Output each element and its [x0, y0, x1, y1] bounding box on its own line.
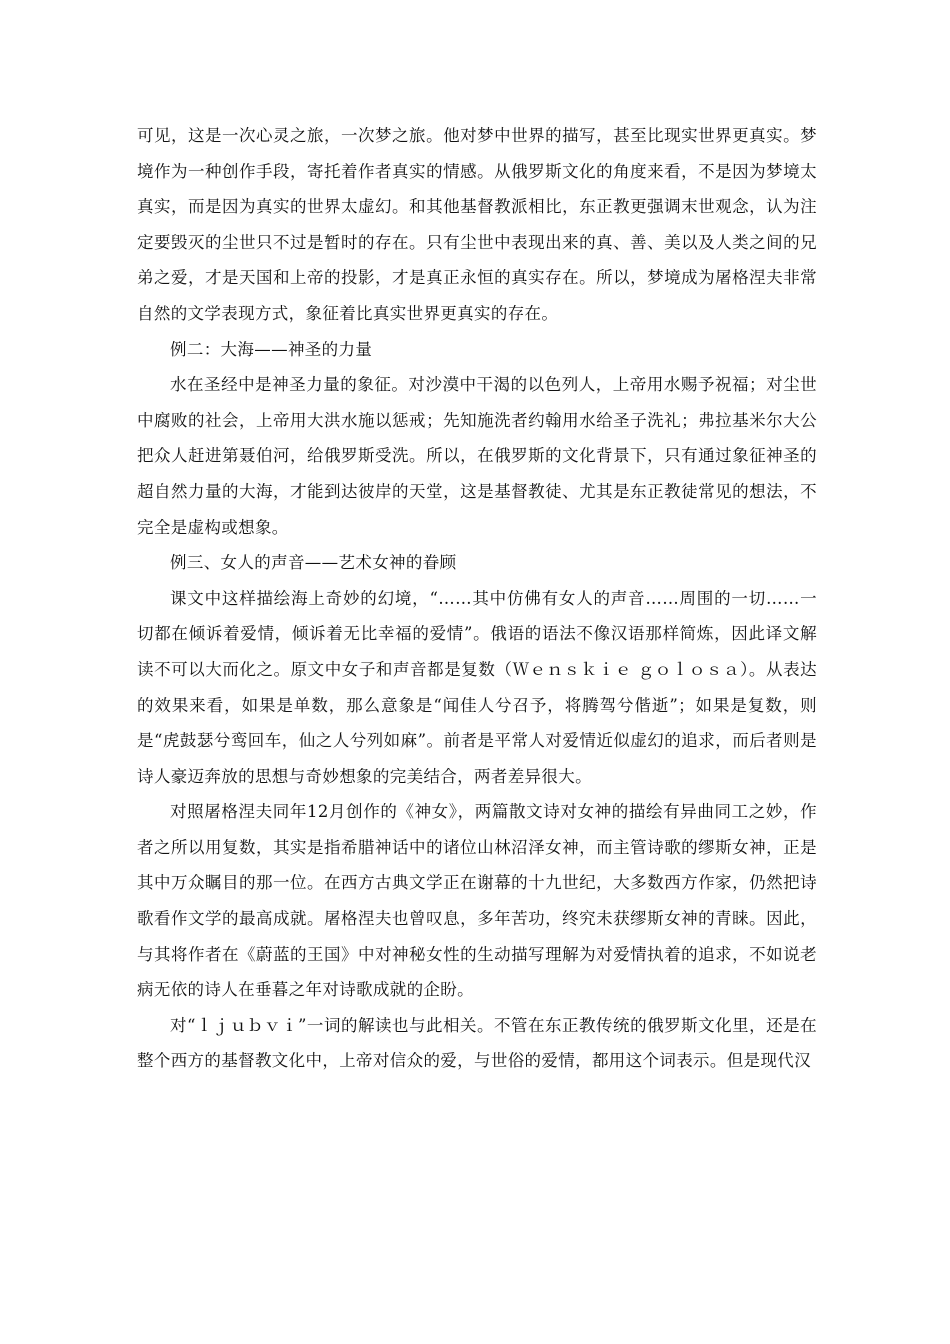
paragraph-goddess-comparison: 对照屠格涅夫同年12月创作的《神女》，两篇散文诗对女神的描绘有异曲同工之妙，作者之所以用复数，其实是指希腊神话中的诸位山林沼泽女神，而主管诗歌的缪斯女神，正是其中万众瞩目的那一位。在西方古典文学正在谢幕的十九世纪，大多数西方作家，仍然把诗歌看作文学的最高成就。屠格涅夫也曾叹息，多年苦功，终究未获缪斯女神的青睐。因此，与其将作者在《蔚蓝的王国》中对神秘女性的生动描写理解为对爱情执着的追求，不如说老病无依的诗人在垂暮之年对诗歌成就的企盼。: [137, 802, 817, 1000]
paragraph-dream-journey: 可见，这是一次心灵之旅，一次梦之旅。他对梦中世界的描写，甚至比现实世界更真实。梦境作为一种创作手段，寄托着作者真实的情感。从俄罗斯文化的角度来看，不是因为梦境太真实，而是因为真实的世界太虚幻。和其他基督教派相比，东正教更强调末世观念，认为注定要毁灭的尘世只不过是暂时的存在。只有尘世中表现出来的真、善、美以及人类之间的兄弟之爱，才是天国和上帝的投影，才是真正永恒的真实存在。所以，梦境成为屠格涅夫非常自然的文学表现方式，象征着比真实世界更真实的存在。: [137, 126, 817, 323]
paragraph-love-word: 对“ｌｊｕｂｖｉ”一词的解读也与此相关。不管在东正教传统的俄罗斯文化里，还是在整个西方的基督教文化中，上帝对信众的爱，与世俗的爱情，都用这个词表示。但是现代汉: [137, 1015, 817, 1071]
heading-example-two: 例二：大海——神圣的力量: [170, 339, 373, 359]
heading-example-three: 例三、女人的声音——艺术女神的眷顾: [170, 553, 457, 573]
paragraph-womens-voices: 课文中这样描绘海上奇妙的幻境，“……其中仿佛有女人的声音……周围的一切……一切都在倾诉着爱情，倾诉着无比幸福的爱情”。俄语的语法不像汉语那样简炼，因此译文解读不可以大而化之。原文中女子和声音都是复数（Ｗｅｎｓｋｉｅ ｇｏｌｏｓａ）。从表达的效果来看，如果是单数，那么意象是“闻佳人兮召予，将腾驾兮偕逝”；如果是复数，则是“虎鼓瑟兮鸾回车，仙之人兮列如麻”。前者是平常人对爱情近似虚幻的追求，而后者则是诗人豪迈奔放的思想与奇妙想象的完美结合，两者差异很大。: [137, 588, 817, 786]
document-body: [137, 118, 817, 1079]
paragraph-sea-sacred-power: 水在圣经中是神圣力量的象征。对沙漠中干渴的以色列人，上帝用水赐予祝福；对尘世中腐败的社会，上帝用大洪水施以惩戒；先知施洗者约翰用水给圣子洗礼；弗拉基米尔大公把众人赶进第聂伯河，给俄罗斯受洗。所以，在俄罗斯的文化背景下，只有通过象征神圣的超自然力量的大海，才能到达彼岸的天堂，这是基督教徒、尤其是东正教徒常见的想法，不完全是虚构或想象。: [137, 375, 817, 537]
